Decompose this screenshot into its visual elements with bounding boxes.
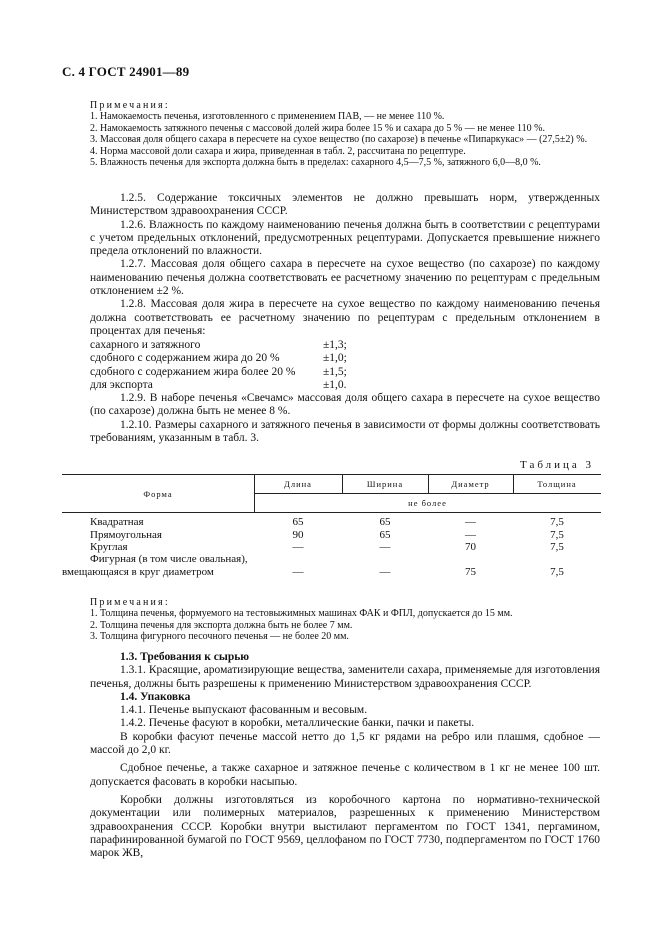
table-cell: 65 (379, 516, 391, 528)
list-item: сдобного с содержанием жира более 20 % ±1,5; (90, 365, 347, 378)
paragraph-1-2-9: 1.2.9. В наборе печенья «Свечамс» массовая доля общего сахара в пересчете на сухое вещество (по сахарозе) должна быть не менее 8 %. (90, 392, 600, 418)
list-item: сдобного с содержанием жира до 20 % ±1,0; (90, 352, 347, 365)
paragraph-1-2-6: 1.2.6. Влажность по каждому наименованию печенья должна быть в соответствии с рецептурами с учетом предельных отклонений, предусмотренных рецептурами. Допускается превышение нижнего предела отклонений по влажности. (90, 218, 600, 258)
notes-title: Примечания: (90, 100, 170, 111)
paragraph-bulk-packing: Сдобное печенье, а также сахарное и затяжное печенье с количеством в 1 кг не менее 100 шт. допускается фасовать в коробки насыпью. (90, 762, 600, 788)
table-cell: 90 (292, 529, 304, 541)
paragraph-1-4-1: 1.4.1. Печенье выпускают фасованным и весовым. (120, 704, 368, 717)
table-cell: — (465, 529, 476, 541)
sections-block (90, 651, 600, 860)
table-cell: 7,5 (550, 529, 564, 541)
table-cell: — (292, 566, 304, 578)
notes-block-1 (90, 100, 600, 168)
table-cell-form: вмещающаяся в круг диаметром (62, 566, 214, 578)
paragraph-box-materials: Коробки должны изготовляться из коробочного картона по нормативно-технической документации или полимерных материалов, разрешенных к применению Министерством здравоохранения СССР. Коробки внутри выстилают пергаментом по ГОСТ 1341, пергамином, парафинированной бумагой по ГОСТ 9569, целлофаном по ГОСТ 7730, подпергаментом по ГОСТ 1760 марок ЖВ, (90, 793, 600, 860)
note-item: 3. Массовая доля общего сахара в пересчете на сухое вещество (по сахарозе) в печенье «Пипаркукас» — (27,5±2) %. (90, 134, 588, 146)
paragraph-1-2-5: 1.2.5. Содержание токсичных элементов не должно превышать норм, утвержденных Министерством здравоохранения СССР. (90, 192, 600, 218)
paragraph-1-4-2: 1.4.2. Печенье фасуют в коробки, металлические банки, пачки и пакеты. (120, 717, 475, 730)
list-item: для экспорта ±1,0. (90, 378, 347, 391)
table-cell-form: Квадратная (90, 516, 144, 528)
notes-title: Примечания: (90, 597, 170, 608)
table-cell: — (292, 541, 304, 553)
table-cell: — (465, 516, 476, 528)
paragraph-packing-boxes: В коробки фасуют печенье массой нетто до 1,5 кг рядами на ребро или плашмя, сдобное — массой до 2,0 кг. (90, 730, 600, 757)
note-item: 2. Намокаемость затяжного печенья с массовой долей жира более 15 % и сахара до 5 % — не менее 110 %. (90, 122, 545, 134)
paragraph-1-3-1: 1.3.1. Красящие, ароматизирующие вещества, заменители сахара, применяемые для изготовления печенья, должны быть разрешены к применению Министерством здравоохранения СССР. (90, 664, 600, 690)
table-cell-form: Прямоугольная (90, 529, 162, 541)
notes-block-2 (90, 597, 600, 643)
list-item: сахарного и затяжного ±1,3; (90, 339, 347, 351)
paragraph-1-2-8: 1.2.8. Массовая доля жира в пересчете на сухое вещество по каждому наименованию печенья должна соответствовать ее расчетному значению по рецептурам с предельным отклонением в процентах для печенья: (90, 298, 600, 337)
table-cell: — (379, 541, 391, 553)
table-cell: 7,5 (550, 516, 564, 528)
paragraphs-block-2 (90, 392, 600, 445)
note-item: 2. Толщина печенья для экспорта должна быть не более 7 мм. (90, 619, 353, 631)
header-width: Ширина (366, 479, 404, 489)
header-length: Длина (284, 479, 312, 489)
table-cell: 7,5 (550, 541, 564, 553)
paragraph-1-2-7: 1.2.7. Массовая доля общего сахара в пересчете на сухое вещество (по сахарозе) по каждому наименованию печенья должна соответствовать ее расчетному значению по рецептурам с предельным отклонением ±2 %. (90, 258, 600, 298)
table-cell: 7,5 (550, 566, 564, 578)
section-title-1-3: 1.3. Требования к сырью (120, 651, 250, 663)
note-item: 1. Намокаемость печенья, изготовленного с применением ПАВ, — не менее 110 %. (90, 111, 445, 123)
table-cell: — (379, 566, 391, 578)
fat-deviation-list (90, 339, 390, 392)
note-item: 3. Толщина фигурного песочного печенья — не более 20 мм. (90, 631, 349, 643)
table-cell-form: Фигурная (в том числе овальная), (90, 553, 248, 565)
header-thickness: Толщина (537, 479, 577, 489)
page-header: С. 4 ГОСТ 24901—89 (62, 64, 190, 79)
paragraphs-block (90, 192, 600, 338)
note-item: 5. Влажность печенья для экспорта должна быть в пределах: сахарного 4,5—7,5 %, затяжного 6,0—8,0 %. (90, 157, 541, 169)
note-item: 4. Норма массовой доли сахара и жира, приведенная в табл. 2, рассчитана по рецептуре. (90, 145, 466, 157)
table-caption: Таблица 3 (520, 459, 595, 471)
table-cell: 70 (465, 541, 476, 553)
table-cell-form: Круглая (90, 541, 128, 553)
header-not-more: не более (408, 498, 447, 508)
section-title-1-4: 1.4. Упаковка (120, 690, 191, 703)
header-diameter: Диаметр (451, 479, 490, 489)
table-cell: 65 (292, 516, 304, 528)
header-form: Форма (143, 489, 173, 499)
paragraph-1-2-10: 1.2.10. Размеры сахарного и затяжного печенья в зависимости от формы должны соответствовать требованиям, указанным в табл. 3. (90, 418, 600, 444)
note-item: 1. Толщина печенья, формуемого на тестовыжимных машинах ФАК и ФПЛ, допускается до 15 мм. (90, 608, 513, 620)
table-cell: 75 (465, 566, 476, 578)
table-cell: 65 (379, 529, 391, 541)
